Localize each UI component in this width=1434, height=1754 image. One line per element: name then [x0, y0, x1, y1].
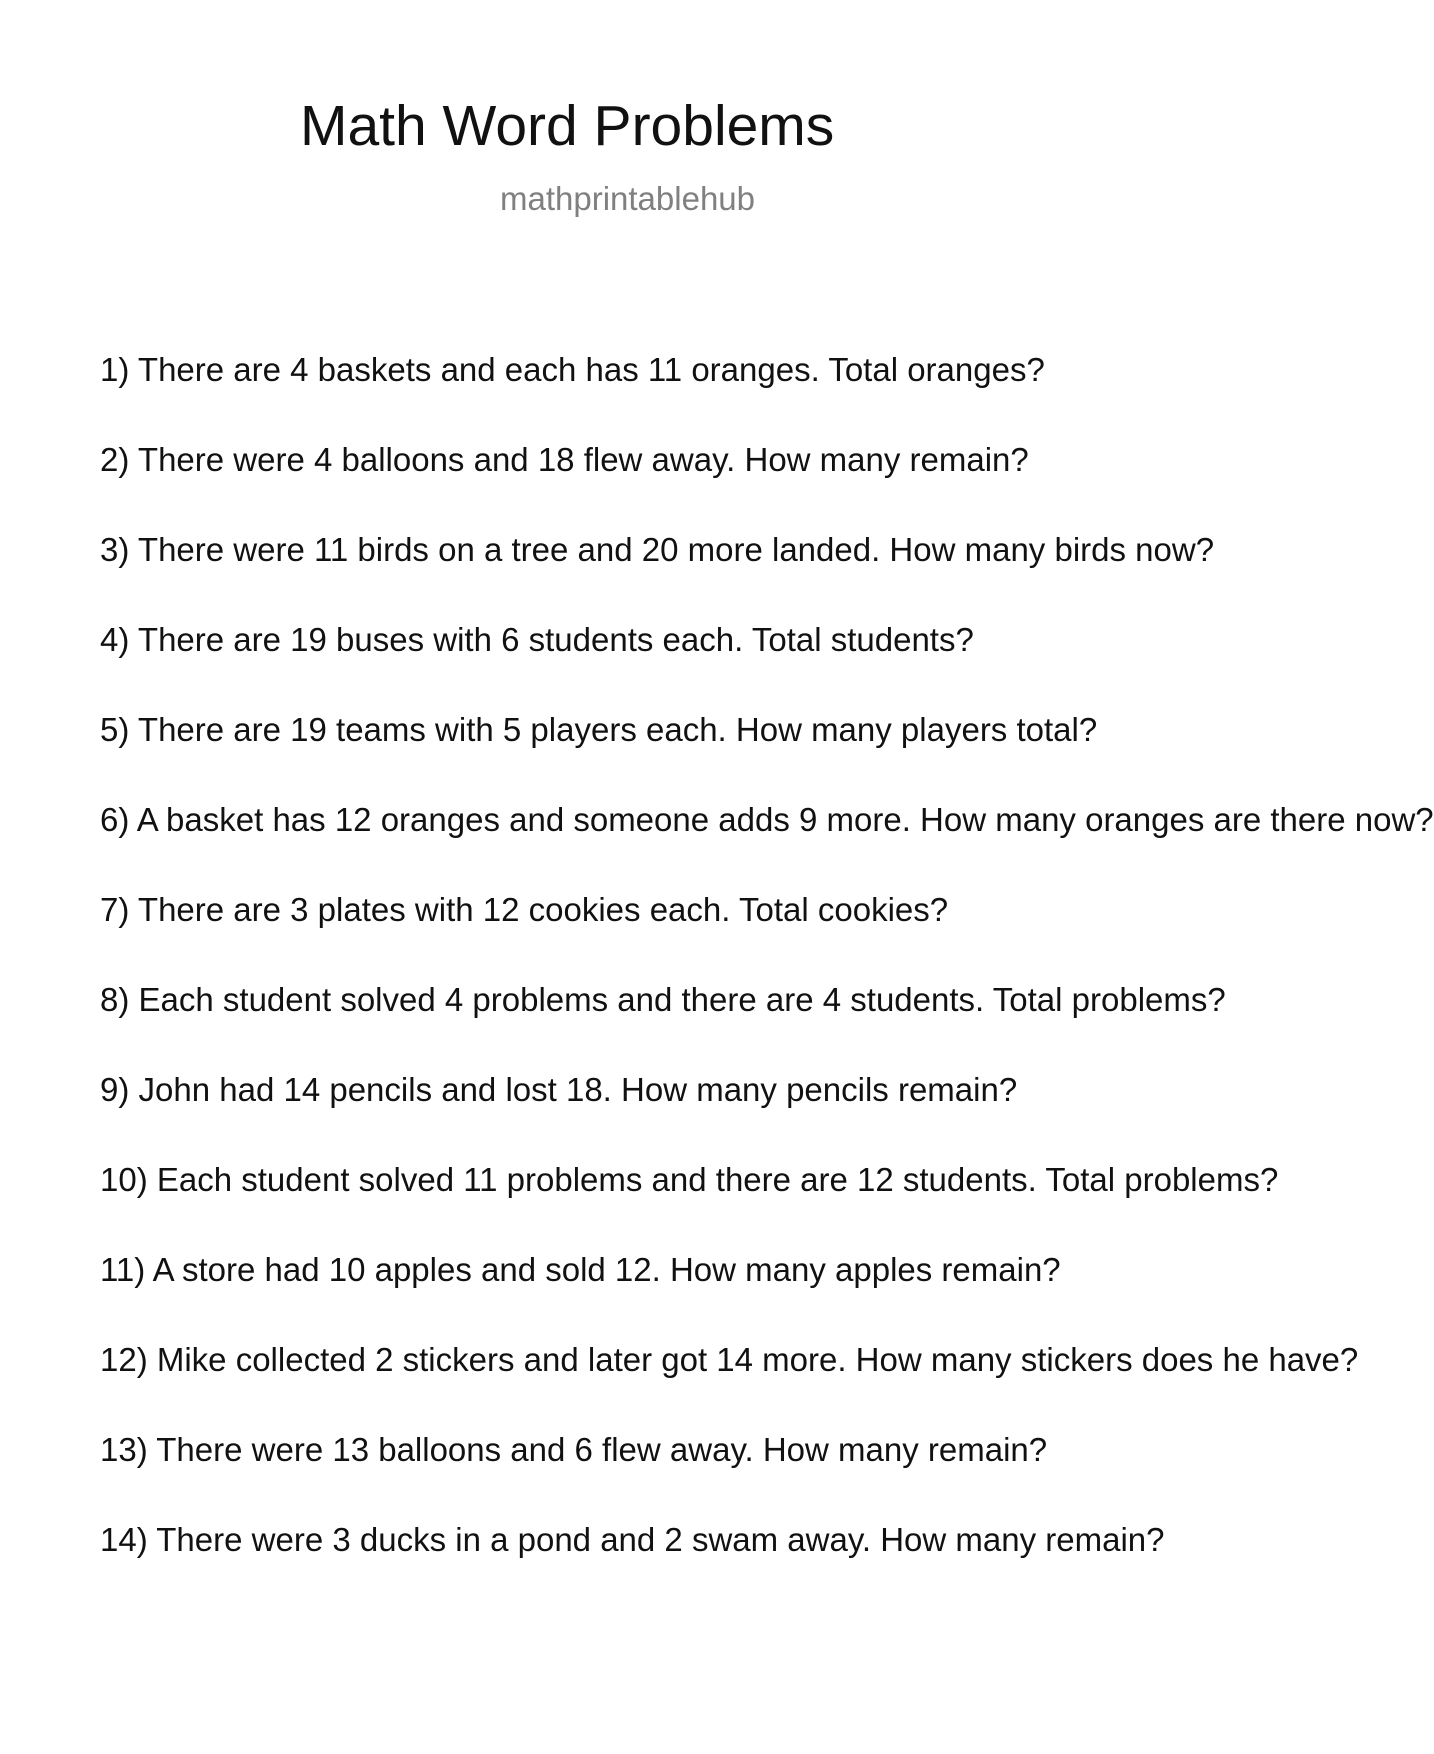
problem-item: 2) There were 4 balloons and 18 flew away. How many remain?: [100, 441, 1029, 478]
problem-item: 5) There are 19 teams with 5 players each. How many players total?: [100, 711, 1098, 748]
problem-item: 13) There were 13 balloons and 6 flew away. How many remain?: [100, 1431, 1048, 1468]
problem-item: 6) A basket has 12 oranges and someone adds 9 more. How many oranges are there now?: [100, 801, 1434, 838]
problem-item: 4) There are 19 buses with 6 students each. Total students?: [100, 621, 974, 658]
problem-list: [100, 350, 1434, 1610]
page-title: Math Word Problems: [300, 94, 835, 158]
problem-item: 8) Each student solved 4 problems and there are 4 students. Total problems?: [100, 981, 1226, 1018]
problem-item: 10) Each student solved 11 problems and there are 12 students. Total problems?: [100, 1161, 1279, 1198]
problem-item: 1) There are 4 baskets and each has 11 oranges. Total oranges?: [100, 351, 1045, 388]
problem-item: 9) John had 14 pencils and lost 18. How many pencils remain?: [100, 1071, 1018, 1108]
problem-item: 3) There were 11 birds on a tree and 20 more landed. How many birds now?: [100, 531, 1215, 568]
page-subtitle: mathprintablehub: [500, 180, 756, 217]
problem-item: 11) A store had 10 apples and sold 12. How many apples remain?: [100, 1251, 1061, 1288]
problem-item: 12) Mike collected 2 stickers and later got 14 more. How many stickers does he have?: [100, 1341, 1359, 1378]
problem-item: 14) There were 3 ducks in a pond and 2 swam away. How many remain?: [100, 1521, 1165, 1558]
problem-item: 7) There are 3 plates with 12 cookies each. Total cookies?: [100, 891, 949, 928]
